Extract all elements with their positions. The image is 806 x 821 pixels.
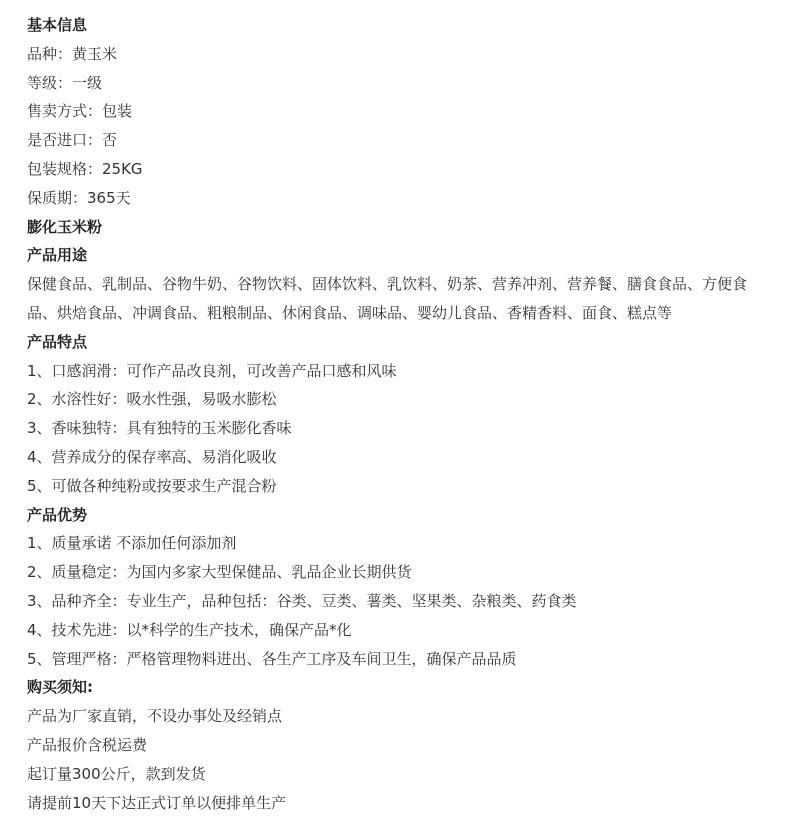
purchase-note-item: 产品报价含税运费 xyxy=(27,735,148,754)
advantage-item: 5、管理严格：严格管理物料进出、各生产工序及车间卫生，确保产品品质 xyxy=(27,649,517,668)
usage-heading: 产品用途 xyxy=(27,246,88,265)
features-heading: 产品特点 xyxy=(27,332,88,351)
info-shelf-life: 保质期：365天 xyxy=(27,188,131,207)
info-grade: 等级：一级 xyxy=(27,73,103,92)
basic-info-heading: 基本信息 xyxy=(27,16,88,34)
feature-item: 4、营养成分的保存率高、易消化吸收 xyxy=(27,447,277,466)
info-imported: 是否进口：否 xyxy=(27,131,118,150)
feature-item: 5、可做各种纯粉或按要求生产混合粉 xyxy=(27,476,277,495)
feature-item: 1、口感润滑：可作产品改良剂，可改善产品口感和风味 xyxy=(27,361,397,380)
usage-text: 保健食品、乳制品、谷物牛奶、谷物饮料、固体饮料、乳饮料、奶茶、营养冲剂、营养餐、膳食食品、方便食品、烘焙食品、冲调食品、粗粮制品、休闲食品、调味品、婴幼儿食品、香精香料、面食、糕点等 xyxy=(27,275,748,322)
advantage-item: 2、质量稳定：为国内多家大型保健品、乳品企业长期供货 xyxy=(27,563,412,582)
advantage-item: 4、技术先进：以*科学的生产技术，确保产品*化 xyxy=(27,620,352,639)
purchase-note-item: 请提前10天下达正式订单以便排单生产 xyxy=(27,793,287,812)
purchase-note-item: 产品为厂家直销，不设办事处及经销点 xyxy=(27,707,283,726)
advantage-item: 3、品种齐全：专业生产，品种包括：谷类、豆类、薯类、坚果类、杂粮类、药食类 xyxy=(27,591,577,610)
purchase-notes-heading: 购买须知: xyxy=(27,678,93,697)
advantages-heading: 产品优势 xyxy=(27,505,88,524)
feature-item: 3、香味独特：具有独特的玉米膨化香味 xyxy=(27,419,292,438)
advantage-item: 1、质量承诺 不添加任何添加剂 xyxy=(27,534,237,553)
purchase-note-item: 起订量300公斤，款到发货 xyxy=(27,764,206,783)
info-package-spec: 包装规格：25KG xyxy=(27,159,143,178)
info-sale-method: 售卖方式：包装 xyxy=(27,102,133,121)
product-name: 膨化玉米粉 xyxy=(27,217,103,236)
feature-item: 2、水溶性好：吸水性强，易吸水膨松 xyxy=(27,390,277,409)
info-variety: 品种：黄玉米 xyxy=(27,44,118,63)
